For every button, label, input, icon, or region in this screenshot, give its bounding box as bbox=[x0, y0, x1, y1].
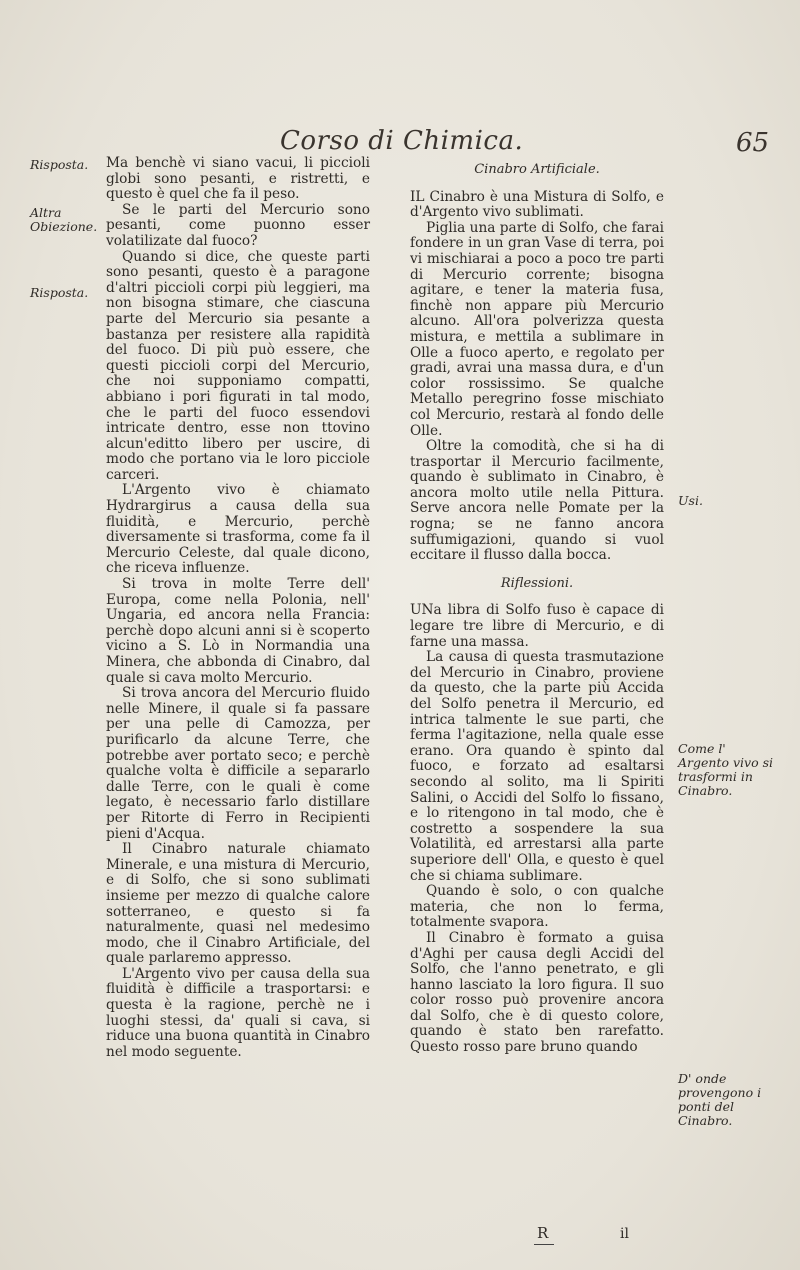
paragraph: Si trova ancora del Mercurio fluido nelle Minere, il quale si fa passare per una pelle di Camozza, per purificarlo da alcune Terre, che potrebbe aver portato seco; e perchè qualche volta è difficile a separarlo dalle Terre, con le quali è come legato, è necessario farlo distillare per Ritorte di Ferro in Recipienti pieni d'Acqua. bbox=[106, 685, 370, 842]
section-title-riflessioni: Riflessioni. bbox=[500, 575, 574, 591]
margin-note-come-argento: Come l' Argento vivo si trasformi in Cinabro. bbox=[678, 741, 774, 798]
margin-note-usi: Usi. bbox=[678, 493, 703, 508]
margin-note-altra-obiezione: Altra Obiezione. bbox=[30, 205, 98, 234]
paragraph: Si trova in molte Terre dell' Europa, come nella Polonia, nell' Ungaria, ed ancora nella Francia: perchè dopo alcuni anni si è scoperto vicino a S. Lò in Normandia una Minera, che abbonda di Cinabro, dal quale si cava molto Mercurio. bbox=[106, 576, 370, 686]
signature-underline bbox=[534, 1244, 554, 1245]
catchword: il bbox=[620, 1226, 629, 1242]
paragraph: IL Cinabro è una Mistura di Solfo, e d'Argento vivo sublimati. bbox=[410, 188, 664, 221]
paragraph: Ma benchè vi siano vacui, li piccioli globi sono pesanti, e ristretti, e questo è quel che fa il peso. bbox=[106, 155, 370, 203]
right-column bbox=[410, 158, 664, 1056]
paragraph: Il Cinabro naturale chiamato Minerale, e una mistura di Mercurio, e di Solfo, che si sono sublimati insieme per mezzo di qualche calore sotterraneo, e questo si fa naturalmente, quasi nel medesimo modo, che il Cinabro Artificiale, del quale parlaremo appresso. bbox=[106, 841, 370, 967]
paragraph: Quando si dice, che queste parti sono pesanti, questo è a paragone d'altri piccioli corpi più leggieri, ma non bisogna stimare, che ciascuna parte del Mercurio sia pesante a bastanza per resistere alla rapidità del fuoco. Di più può essere, che questi piccioli corpi del Mercurio, che noi supponiamo compatti, abbiano i pori figurati in tal modo, che le parti del fuoco essendovi intricate dentro, esse non ttovino alcun'editto libero per uscire, di modo che portano via le loro picciole carceri. bbox=[106, 248, 370, 483]
margin-note-donde-provengono: D' onde provengono i ponti del Cinabro. bbox=[678, 1071, 762, 1128]
paragraph: La causa di questa trasmutazione del Mercurio in Cinabro, proviene da questo, che la parte più Accida del Solfo penetra il Mercurio, ed intrica talmente le sue parti, che ferma l'agitazione, nella quale esse erano. Ora quando è spinto dal fuoco, e forzato ad esaltarsi secondo al solito, ma li Spiriti Salini, o Accidi del Solfo lo fissano, e lo ritengono in tal modo, che è costretto a sospendere la sua Volatilità, ed arrestarsi alla parte superiore dell' Olla, e questo è quel che si chiama sublimare. bbox=[410, 649, 664, 884]
paragraph: Quando è solo, o con qualche materia, che non lo ferma, totalmente svapora. bbox=[410, 883, 664, 931]
left-column bbox=[106, 156, 370, 1060]
paragraph: UNa libra di Solfo fuso è capace di legare tre libre di Mercurio, e di farne una massa. bbox=[410, 602, 664, 650]
signature-mark: R bbox=[537, 1224, 549, 1242]
section-title-cinabro: Cinabro Artificiale. bbox=[474, 162, 600, 177]
paragraph: L'Argento vivo per causa della sua fluidità è difficile a trasportarsi: e questa è la ragione, perchè ne i luoghi stessi, da' quali si cava, si riduce una buona quantità in Cinabro nel modo seguente. bbox=[106, 965, 370, 1060]
margin-note-risposta: Risposta. bbox=[30, 157, 89, 172]
running-head: Corso di Chimica. bbox=[280, 126, 524, 156]
paragraph: Oltre la comodità, che si ha di trasportar il Mercurio facilmente, quando è sublimato in Cinabro, è ancora molto utile nella Pittura. Serve ancora nelle Pomate per la rogna; se ne fanno ancora suffumigazioni, quando si vuol eccitare il flusso dalla bocca. bbox=[410, 438, 664, 564]
paragraph: Il Cinabro è formato a guisa d'Aghi per causa degli Accidi del Solfo, che l'anno penetrato, e gli hanno lasciato la loro figura. Il suo color rosso può provenire ancora dal Solfo, che è di questo colore, quando è stato ben rarefatto. Questo rosso pare bruno quando bbox=[410, 929, 664, 1056]
paragraph: Piglia una parte di Solfo, che farai fondere in un gran Vase di terra, poi vi mischiarai a poco a poco tre parti di Mercurio corrente; bisogna agitare, e tener la materia fusa, finchè non appare più Mercurio alcuno. All'ora polverizza questa mistura, e mettila a sublimare in Olle a fuoco aperto, e regolato per gradi, avrai una massa dura, e d'un color rossissimo. Se qualche Metallo peregrino fosse mischiato col Mercurio, restarà al fondo delle Olle. bbox=[410, 219, 664, 439]
margin-note-risposta-2: Risposta. bbox=[30, 285, 89, 300]
page-number: 65 bbox=[736, 128, 770, 158]
paragraph: L'Argento vivo è chiamato Hydrargirus a causa della sua fluidità, e Mercurio, perchè diversamente si trasforma, come fa il Mercurio Celeste, dal quale dicono, che riceva influenze. bbox=[106, 482, 370, 577]
paragraph: Se le parti del Mercurio sono pesanti, come puonno esser volatilizate dal fuoco? bbox=[106, 201, 370, 249]
